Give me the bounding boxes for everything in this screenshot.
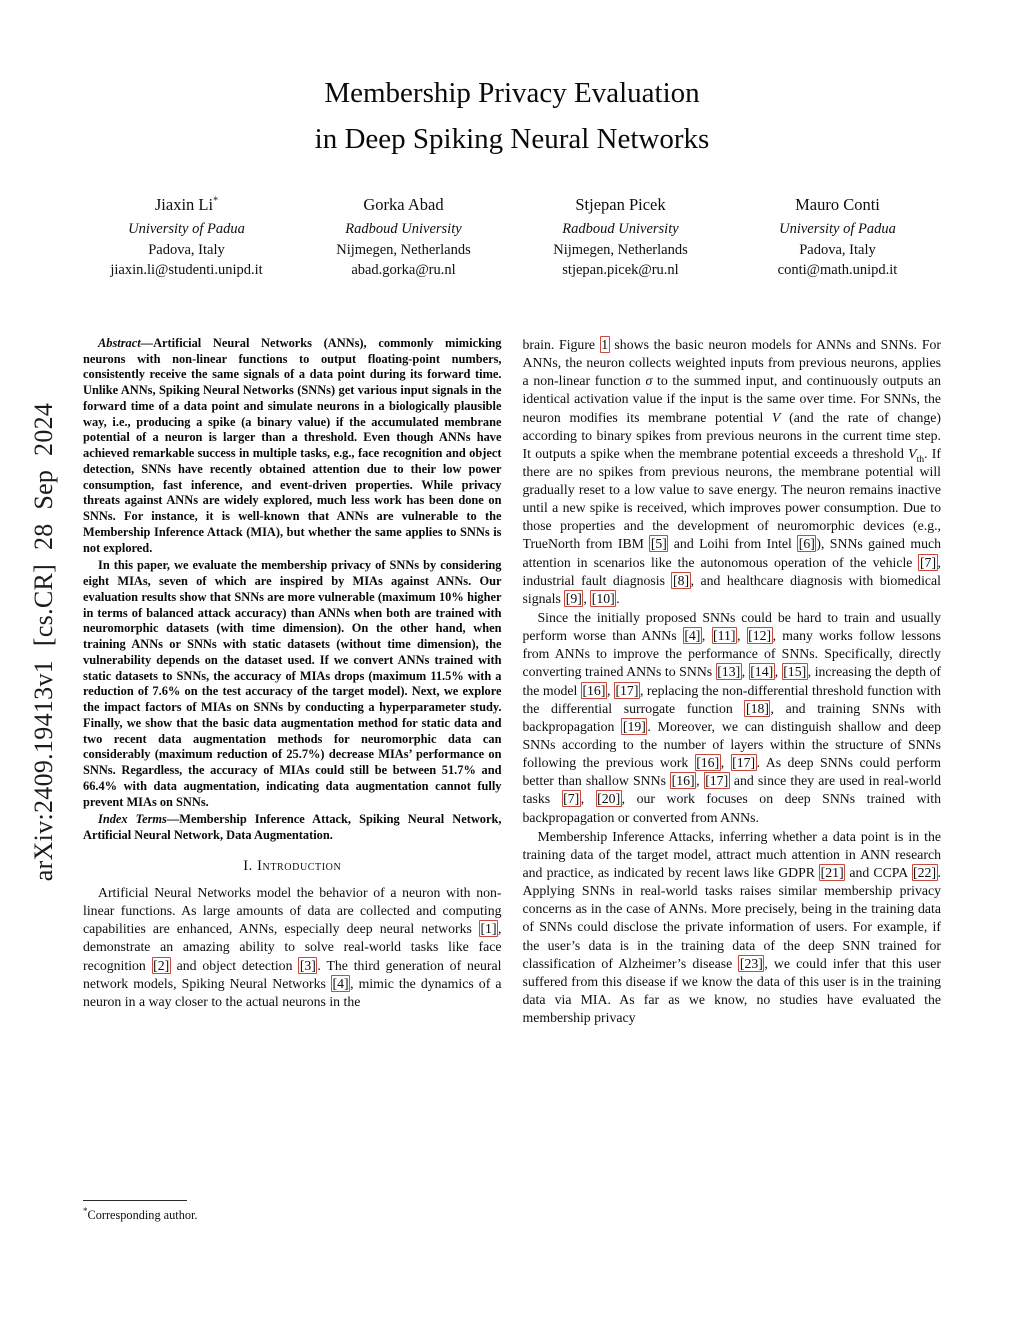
citation-link[interactable]: [5] [650, 536, 667, 552]
right-column [523, 336, 942, 1228]
citation-link[interactable]: [16] [582, 682, 606, 698]
author-card [517, 193, 724, 281]
citation-link[interactable]: [7] [563, 791, 580, 807]
citation-link[interactable]: [17] [705, 773, 729, 789]
index-terms: Index Terms—Membership Inference Attack, Spiking Neural Network, Artificial Neural Network, Data Augmentation. [83, 812, 502, 843]
author-card [300, 193, 507, 281]
author-email: conti@math.unipd.it [777, 262, 898, 279]
citation-link[interactable]: [3] [299, 957, 316, 973]
section-heading-introduction: I. Introduction [243, 857, 342, 874]
author-email: abad.gorka@ru.nl [351, 262, 456, 279]
citation-link[interactable]: [4] [332, 975, 349, 991]
citation-link[interactable]: [21] [820, 865, 844, 881]
citation-link[interactable]: [4] [684, 628, 701, 644]
author-name: Gorka Abad [363, 194, 444, 214]
paragraph: Membership Inference Attacks, inferring whether a data point is in the training data of the target model, attract much attention in ANN research and practice, as indicated by recent laws like GDPR [21] and CCPA [22] . Applying SNNs in real-world tasks raises similar membership privacy concerns as in the case of ANNs. More precisely, being in the training data of SNNs could disclose the private information of users. For example, if the user’s data is in the training data of the deep SNN trained for classification of Alzheimer’s disease [23] , we could infer that this user suffered from this disease if we know the data of this user is in the training data via MIA. As far as we know, no studies have evaluated the membership privacy [522, 828, 941, 1026]
abstract-paragraph: Abstract—Artificial Neural Networks (ANNs), commonly mimicking neurons with non-linear functions to output floating-point numbers, consistently receive the same signals of a data point during its forward time. Unlike ANNs, Spiking Neural Networks (SNNs) get various input signals in the forward time of a data point and simulate neurons in a biologically plausible way, i.e., producing a spike (a binary value) if the accumulated membrane potential of a neuron is larger than a threshold. Even though ANNs have achieved remarkable success in multiple tasks, e.g., face recognition and object detection, SNNs have recently obtained attention due to their low power consumption, fast inference, and event-driven properties. While privacy threats against ANNs are widely explored, much less work has been done on SNNs. For instance, it is well-known that ANNs are vulnerable to the Membership Inference Attack (MIA), but whether the same applies to SNNs is not explored. [83, 335, 502, 555]
corresponding-author-mark: * [213, 195, 219, 207]
citation-link[interactable]: [11] [713, 628, 736, 644]
citation-link[interactable]: [17] [615, 682, 639, 698]
arxiv-stamp: arXiv:2409.19413v1 [cs.CR] 28 Sep 2024 [29, 402, 58, 882]
citation-link[interactable]: [12] [748, 628, 772, 644]
author-affiliation: Radboud University [345, 221, 462, 238]
citation-link[interactable]: [22] [913, 865, 937, 881]
citation-link[interactable]: [2] [153, 957, 170, 973]
paragraph-lead: Index Terms— [98, 812, 180, 827]
citation-link[interactable]: [1] [480, 921, 497, 937]
citation-link[interactable]: [20] [597, 791, 621, 807]
author-email: stjepan.picek@ru.nl [562, 262, 679, 279]
title-line-1: Membership Privacy Evaluation [324, 77, 700, 109]
author-location: Padova, Italy [799, 241, 876, 258]
citation-link[interactable]: [18] [745, 700, 769, 716]
intro-paragraph-continued: brain. Figure 1 shows the basic neuron models for ANNs and SNNs. For ANNs, the neuron collects weighted inputs from previous neurons, applies a non-linear function σ to the summed input, and continuously outputs an identical activation value if the input is the same over time. For SNNs, the neuron modifies its membrane potential V (and the rate of change) according to binary spikes from previous neurons in the current time step. It outputs a spike when the membrane potential exceeds a threshold $V_{th}$. If there are no spikes from previous neurons, the membrane potential will gradually reset to a low value to save energy. The neuron remains inactive until a new spike is received, which improves power consumption. Due to those properties and the development of neuromorphic devices (e.g., TrueNorth from IBM [5] and Loihi from Intel [6] ), SNNs gained much attention in scenarios like the autonomous operation of the vehicle [7] , industrial fault diagnosis [8] , and healthcare diagnosis with biomedical signals [9] , [10] . [522, 336, 941, 606]
paragraph: Since the initially proposed SNNs could be hard to train and usually perform worse than ANNs [4] , [11] , [12] , many works follow lessons from ANNs to improve the performance of SNNs. Specifically, directly converting trained ANNs to SNNs [13] , [14] , [15] , increasing the depth of the model [16] , [17] , replacing the non-differential threshold function with the differential surrogate function [18] , and training SNNs with backpropagation [19] . Moreover, we can distinguish shallow and deep SNNs according to the number of layers within the structure of SNNs following the previous work [16] , [17] . As deep SNNs could perform better than shallow SNNs [16] , [17] and since they are used in real-world tasks [7] , [20] , our work focuses on deep SNNs trained with backpropagation or converted from ANNs. [522, 610, 941, 825]
citation-link[interactable]: [19] [622, 718, 646, 734]
citation-link[interactable]: [16] [671, 773, 695, 789]
citation-link[interactable]: [13] [717, 664, 741, 680]
abstract-paragraph: In this paper, we evaluate the membership privacy of SNNs by considering eight MIAs, seven of which are inspired by MIAs against ANNs. Our evaluation results show that SNNs are more vulnerable (maximum 10% higher in terms of balanced attack accuracy) than ANNs when both are trained with neuromorphic datasets (with time dimension). On the other hand, when training ANNs or SNNs with static datasets (without time dimension), the vulnerability depends on the dataset used. If we convert ANNs trained with static datasets to SNNs, the accuracy of MIAs drops (maximum 11.5% with a reduction of 7.6% on the test accuracy of the target model). Next, we explore the impact factors of MIAs on SNNs by conducting a hyperparameter study. Finally, we show that the basic data augmentation method for static data and two recent data augmentation methods for neuromorphic data can considerably (maximum reduction of 25.7%) decrease MIAs’ performance on SNNs. Regardless, the accuracy of MIAs could still be between 51.7% and 66.4% with data augmentation, indicating data augmentation cannot fully prevent MIAs on SNNs. [83, 558, 502, 809]
corresponding-author-footnote: *Corresponding author. [83, 1200, 502, 1228]
citation-link[interactable]: [16] [696, 755, 720, 771]
author-location: Padova, Italy [148, 241, 225, 258]
citation-link[interactable]: [14] [750, 664, 774, 680]
author-card [83, 193, 290, 281]
author-block [83, 193, 941, 281]
citation-link[interactable]: [6] [798, 536, 815, 552]
citation-link[interactable]: [23] [739, 955, 763, 971]
figure-ref-link[interactable]: 1 [601, 336, 609, 352]
author-card [734, 193, 941, 281]
citation-link[interactable]: [17] [732, 755, 756, 771]
paragraph-lead: Abstract— [98, 335, 154, 350]
citation-link[interactable]: [8] [672, 572, 690, 588]
two-column-body [83, 336, 941, 1228]
author-location: Nijmegen, Netherlands [553, 241, 688, 258]
citation-link[interactable]: [7] [919, 554, 937, 570]
citation-link[interactable]: [9] [565, 590, 582, 606]
author-name: Jiaxin Li* [154, 194, 219, 214]
citation-link[interactable]: [10] [591, 590, 615, 606]
intro-paragraph: Artificial Neural Networks model the behavior of a neuron with non-linear functions. As large amounts of data are collected and computing capabilities are enhanced, ANNs, especially deep neural networks [1] , demonstrate an amazing ability to solve real-world tasks like face recognition [2] and object detection [3] . The third generation of neural network models, Spiking Neural Networks [4] , mimic the dynamics of a neuron in a way closer to the actual neurons in the [83, 884, 502, 1009]
left-column [83, 336, 502, 1228]
author-email: jiaxin.li@studenti.unipd.it [110, 262, 263, 279]
author-affiliation: University of Padua [779, 221, 896, 238]
citation-link[interactable]: [15] [783, 664, 807, 680]
author-affiliation: Radboud University [562, 221, 679, 238]
author-name: Stjepan Picek [575, 194, 666, 214]
author-location: Nijmegen, Netherlands [336, 241, 471, 258]
author-name: Mauro Conti [795, 194, 880, 214]
paper-title [83, 70, 941, 163]
title-line-2: in Deep Spiking Neural Networks [314, 123, 710, 156]
author-affiliation: University of Padua [128, 221, 245, 238]
